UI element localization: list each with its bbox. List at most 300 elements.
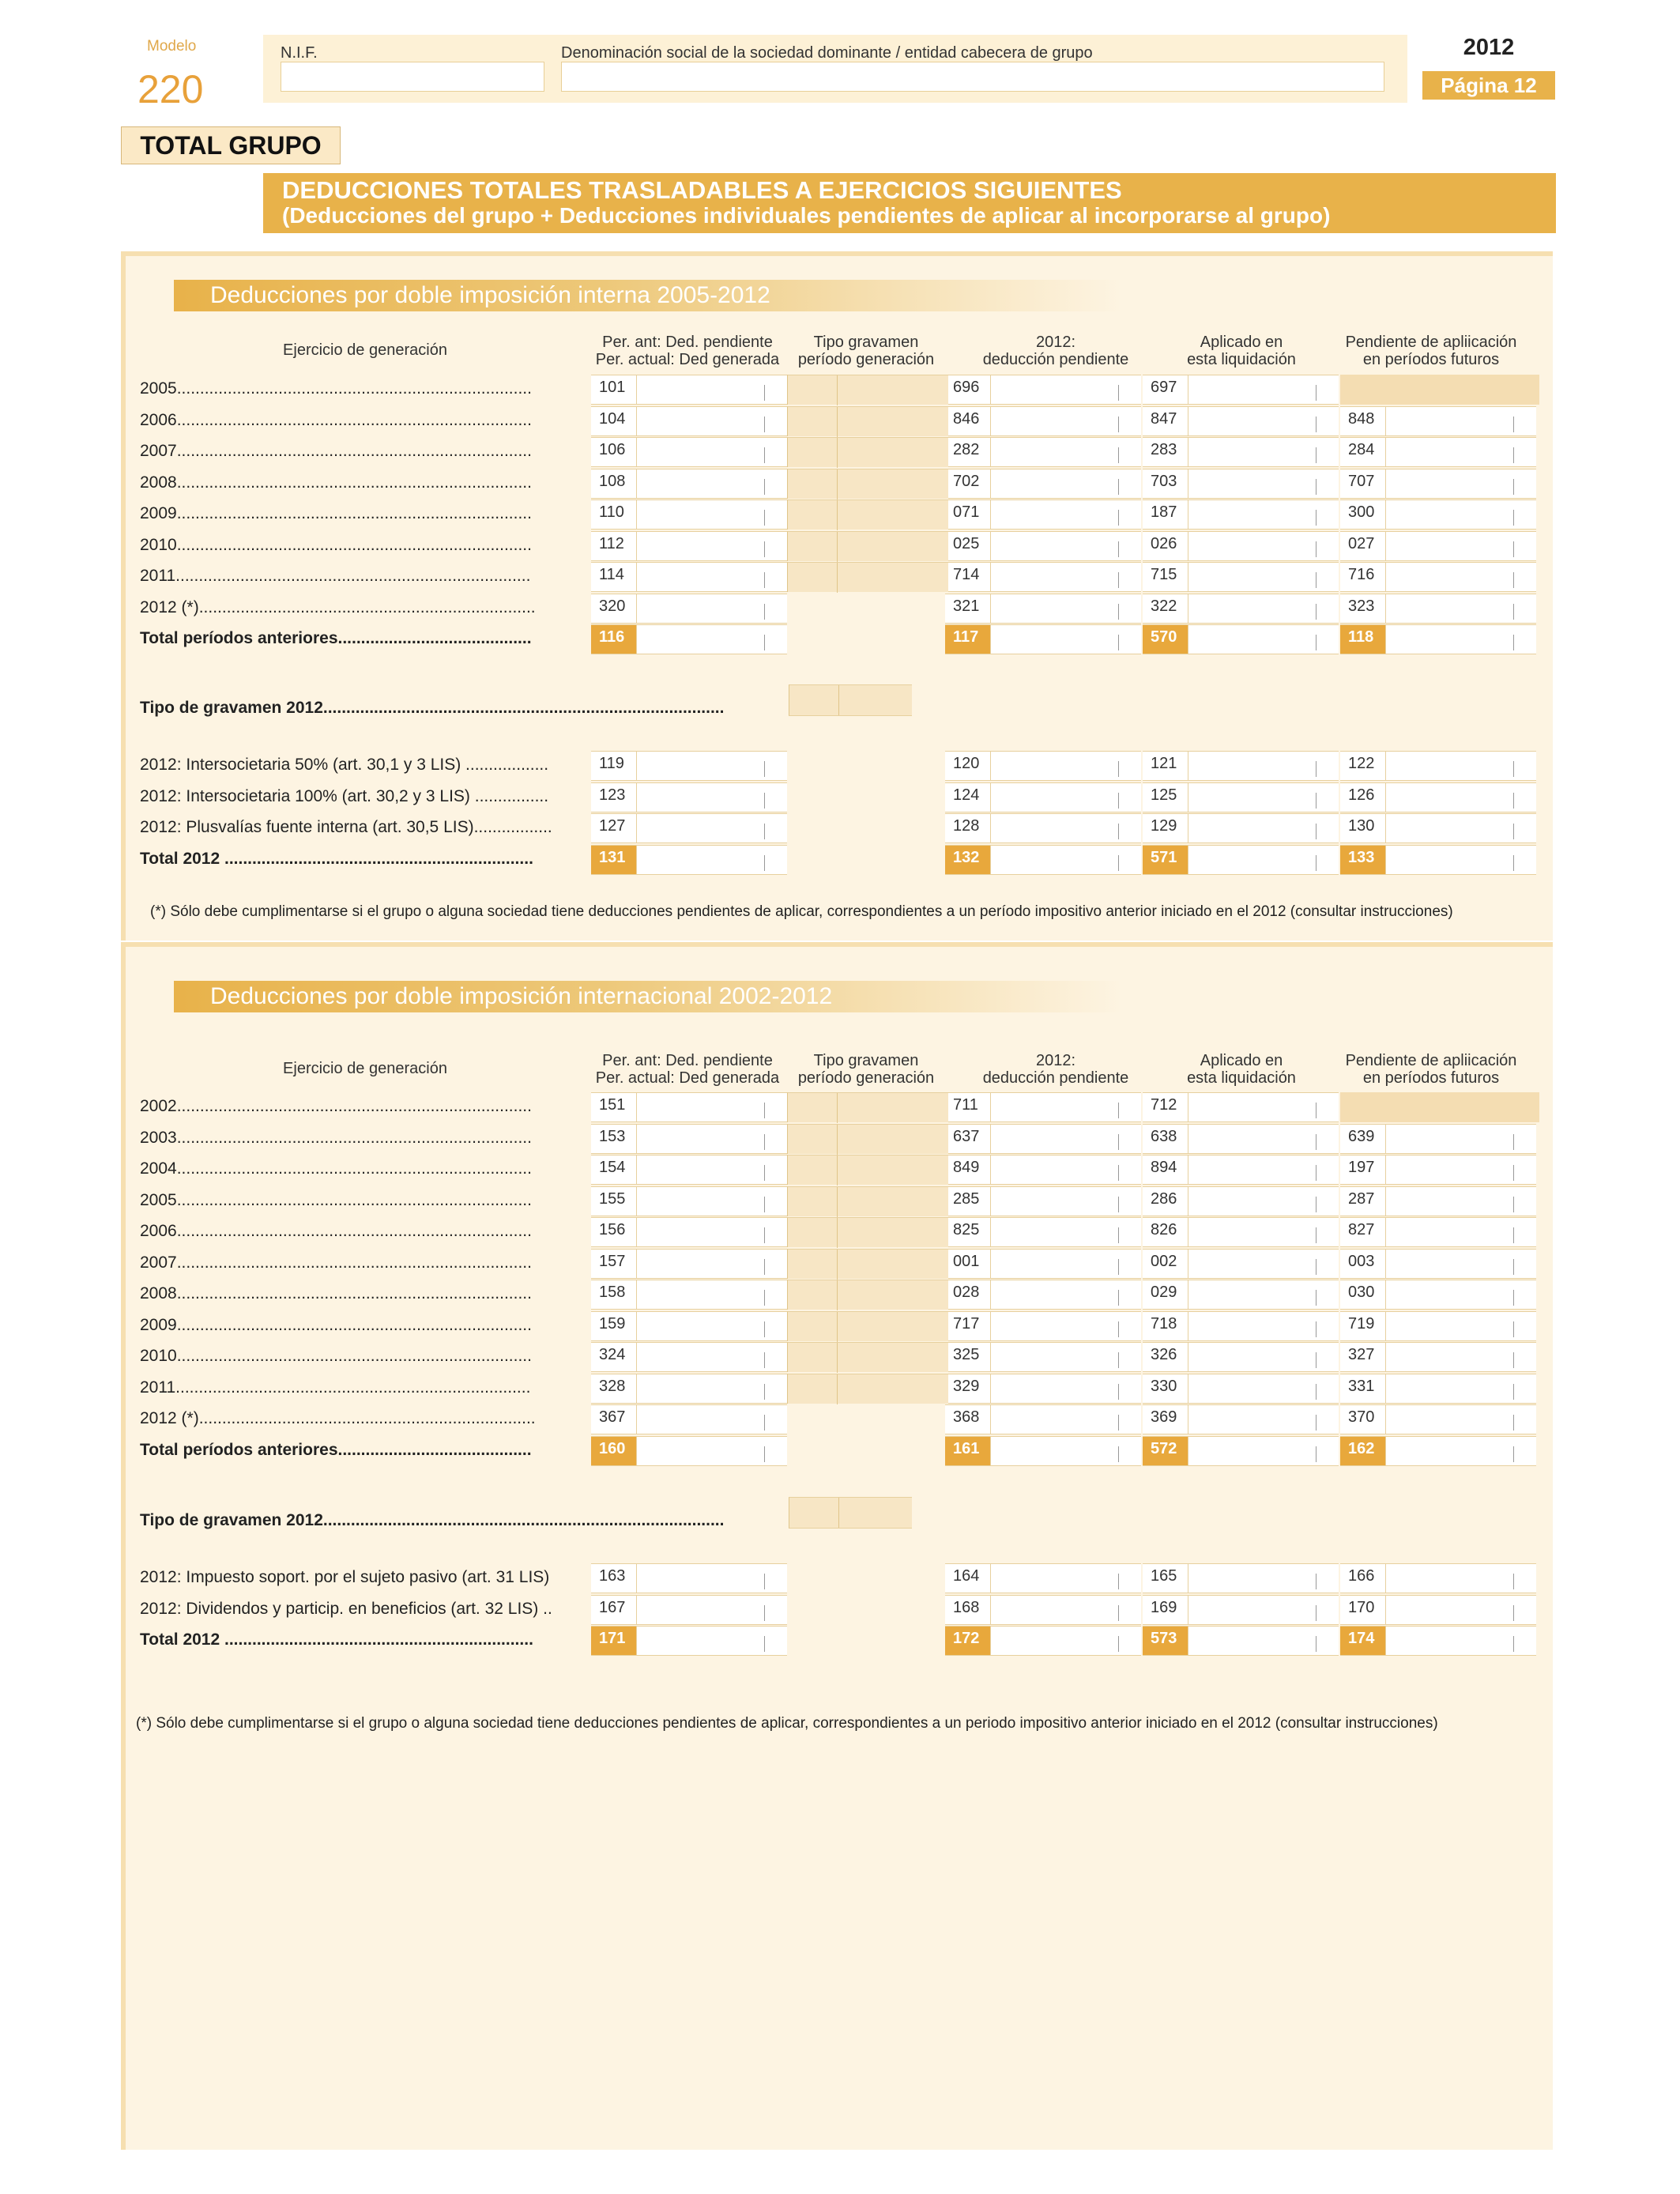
internacional-input-field[interactable]: [1143, 1186, 1339, 1216]
column-header-line: deducción pendiente: [982, 351, 1129, 368]
internacional-input-field[interactable]: [1143, 1342, 1339, 1372]
internacional-input-field[interactable]: [1340, 1124, 1536, 1154]
decimal-tick: [1118, 1446, 1119, 1462]
interna-input-field[interactable]: [591, 406, 787, 436]
internacional-input-field[interactable]: [945, 1186, 1141, 1216]
interna-row-label: 2005.............................................................................: [140, 379, 532, 398]
internacional-input-field[interactable]: [1340, 1436, 1536, 1466]
box-code: 827: [1340, 1218, 1386, 1246]
tipo-divider: [837, 1093, 838, 1123]
internacional-row-label: 2009.............................................................................: [140, 1315, 532, 1334]
interna-input-field[interactable]: [1340, 562, 1536, 592]
internacional-input-field[interactable]: [945, 1595, 1141, 1625]
decimal-tick: [1118, 1574, 1119, 1589]
internacional-tipo-gravamen-field[interactable]: [787, 1186, 948, 1216]
box-code: 119: [591, 752, 637, 780]
decimal-tick: [1513, 572, 1514, 588]
box-code: 370: [1340, 1405, 1386, 1434]
decimal-tick: [764, 1446, 765, 1462]
interna-input-field[interactable]: [945, 406, 1141, 436]
tipo-divider: [837, 438, 838, 468]
box-code: 125: [1143, 783, 1188, 812]
decimal-tick: [1316, 479, 1317, 495]
interna-input-field[interactable]: [591, 437, 787, 467]
decimal-tick: [764, 793, 765, 809]
interna-input-field[interactable]: [1143, 469, 1339, 499]
internacional-input-field[interactable]: [945, 1342, 1141, 1372]
internacional-input-field[interactable]: [1143, 1374, 1339, 1404]
box-code: 321: [945, 594, 991, 623]
interna-tipo-gravamen-field[interactable]: [787, 469, 948, 499]
tipo-divider: [837, 1312, 838, 1342]
box-code: 187: [1143, 500, 1188, 529]
internacional-input-field[interactable]: [1340, 1342, 1536, 1372]
box-code: 128: [945, 814, 991, 843]
internacional-input-field[interactable]: [591, 1563, 787, 1593]
interna-input-field[interactable]: [945, 499, 1141, 530]
box-code: 123: [591, 783, 637, 812]
internacional-tipo-gravamen-field[interactable]: [787, 1155, 948, 1185]
internacional-section-title: Deducciones por doble imposición internacional 2002-2012: [174, 981, 1122, 1012]
interna-input-field[interactable]: [591, 813, 787, 843]
interna-tipo-gravamen-field[interactable]: [787, 406, 948, 436]
interna-input-field[interactable]: [1143, 594, 1339, 624]
box-code: 283: [1143, 438, 1188, 466]
internacional-input-field[interactable]: [591, 1186, 787, 1216]
internacional-input-field[interactable]: [1143, 1217, 1339, 1247]
internacional-input-field[interactable]: [591, 1217, 787, 1247]
box-code: 121: [1143, 752, 1188, 780]
box-code: 894: [1143, 1155, 1188, 1184]
internacional-input-field[interactable]: [1340, 1155, 1536, 1185]
interna-input-field[interactable]: [1143, 624, 1339, 654]
interna-column-header: [1158, 334, 1324, 368]
decimal-tick: [1513, 417, 1514, 432]
column-header-line: Pendiente de apliicación: [1345, 334, 1517, 351]
interna-row-label: 2011.............................................................................: [140, 567, 531, 585]
interna-input-field[interactable]: [945, 624, 1141, 654]
box-code: 133: [1340, 846, 1386, 874]
interna-column-header: [278, 341, 452, 359]
decimal-tick: [764, 1134, 765, 1150]
decimal-tick: [1118, 635, 1119, 650]
internacional-input-field[interactable]: [591, 1280, 787, 1310]
decimal-tick: [1316, 1259, 1317, 1275]
interna-input-field[interactable]: [1340, 594, 1536, 624]
internacional-input-field[interactable]: [591, 1374, 787, 1404]
decimal-tick: [1316, 1134, 1317, 1150]
internacional-input-field[interactable]: [945, 1217, 1141, 1247]
box-code: 122: [1340, 752, 1386, 780]
box-code: 174: [1340, 1627, 1386, 1655]
interna-input-field[interactable]: [591, 624, 787, 654]
internacional-tipo-gravamen-field[interactable]: [787, 1249, 948, 1279]
box-code: 287: [1340, 1187, 1386, 1216]
internacional-input-field[interactable]: [1340, 1280, 1536, 1310]
interna-input-field[interactable]: [1143, 531, 1339, 561]
box-code: 166: [1340, 1564, 1386, 1593]
column-header-line: Tipo gravamen: [813, 1052, 919, 1069]
internacional-input-field[interactable]: [945, 1280, 1141, 1310]
box-code: 712: [1143, 1093, 1188, 1122]
decimal-tick: [1118, 1352, 1119, 1368]
box-code: 157: [591, 1250, 637, 1278]
decimal-tick: [1118, 1290, 1119, 1306]
internacional-input-field[interactable]: [945, 1563, 1141, 1593]
decimal-tick: [1316, 635, 1317, 650]
interna-input-field[interactable]: [1340, 751, 1536, 781]
decimal-tick: [764, 1415, 765, 1431]
box-code: 825: [945, 1218, 991, 1246]
decimal-tick: [1513, 1197, 1514, 1212]
interna-tipo-gravamen-2012-field[interactable]: [789, 684, 912, 716]
decimal-tick: [1118, 1415, 1119, 1431]
interna-input-field[interactable]: [1143, 751, 1339, 781]
decimal-tick: [1316, 1415, 1317, 1431]
box-code: 697: [1143, 375, 1188, 404]
interna-input-field[interactable]: [945, 531, 1141, 561]
box-code: 707: [1340, 469, 1386, 498]
interna-input-field[interactable]: [1340, 782, 1536, 812]
column-header-line: Per. actual: Ded generada: [595, 1069, 780, 1087]
box-code: 300: [1340, 500, 1386, 529]
decimal-tick: [764, 1197, 765, 1212]
decimal-tick: [1513, 1227, 1514, 1243]
decimal-tick: [1513, 1321, 1514, 1337]
internacional-input-field[interactable]: [945, 1124, 1141, 1154]
internacional-input-field[interactable]: [1340, 1626, 1536, 1656]
box-code: 165: [1143, 1564, 1188, 1593]
interna-row2-label: Total 2012 ...................................................................: [140, 849, 533, 868]
internacional-input-field[interactable]: [591, 1249, 787, 1279]
interna-input-field[interactable]: [945, 469, 1141, 499]
interna-input-field[interactable]: [1340, 437, 1536, 467]
internacional-input-field[interactable]: [945, 1404, 1141, 1434]
column-header-line: esta liquidación: [1187, 351, 1296, 368]
internacional-input-field[interactable]: [591, 1124, 787, 1154]
internacional-column-header: [969, 1052, 1143, 1087]
box-code: 162: [1340, 1437, 1386, 1465]
column-header-line: esta liquidación: [1187, 1069, 1296, 1087]
box-code: 029: [1143, 1280, 1188, 1309]
decimal-tick: [764, 1321, 765, 1337]
box-code: 848: [1340, 407, 1386, 435]
decimal-tick: [764, 1605, 765, 1621]
internacional-input-field[interactable]: [1143, 1311, 1339, 1341]
box-code: 161: [945, 1437, 991, 1465]
decimal-tick: [1118, 541, 1119, 557]
internacional-input-field[interactable]: [1143, 1595, 1339, 1625]
decimal-tick: [1316, 1636, 1317, 1652]
decimal-tick: [1118, 1636, 1119, 1652]
tipo-divider: [838, 1498, 839, 1528]
decimal-tick: [1513, 824, 1514, 839]
box-code: 849: [945, 1155, 991, 1184]
internacional-input-field[interactable]: [591, 1342, 787, 1372]
internacional-input-field[interactable]: [1340, 1217, 1536, 1247]
decimal-tick: [1316, 604, 1317, 620]
decimal-tick: [764, 635, 765, 650]
interna-input-field[interactable]: [1143, 375, 1339, 405]
decimal-tick: [764, 1227, 765, 1243]
decimal-tick: [764, 1352, 765, 1368]
interna-input-field[interactable]: [1340, 499, 1536, 530]
internacional-input-field[interactable]: [945, 1155, 1141, 1185]
interna-input-field[interactable]: [591, 375, 787, 405]
interna-tipo-gravamen-label: Tipo de gravamen 2012.......................................................................................: [140, 699, 725, 717]
decimal-tick: [764, 572, 765, 588]
interna-input-field[interactable]: [1143, 782, 1339, 812]
box-code: 172: [945, 1627, 991, 1655]
decimal-tick: [1118, 1197, 1119, 1212]
internacional-tipo-gravamen-field[interactable]: [787, 1374, 948, 1404]
column-header-line: Per. ant: Ded. pendiente: [602, 334, 773, 351]
decimal-tick: [1316, 417, 1317, 432]
decimal-tick: [1316, 1384, 1317, 1400]
year-label: 2012: [1422, 35, 1555, 60]
column-header-line: deducción pendiente: [982, 1069, 1129, 1087]
internacional-input-field[interactable]: [1143, 1155, 1339, 1185]
column-header-line: en períodos futuros: [1362, 1069, 1500, 1087]
interna-row2-label: 2012: Intersocietaria 50% (art. 30,1 y 3 LIS) ..................: [140, 756, 549, 774]
decimal-tick: [1316, 1227, 1317, 1243]
tipo-divider: [837, 563, 838, 593]
interna-row-label: 2008.............................................................................: [140, 473, 532, 492]
internacional-input-field[interactable]: [1143, 1563, 1339, 1593]
decimal-tick: [1513, 1605, 1514, 1621]
decimal-tick: [764, 1103, 765, 1118]
internacional-row2-label: 2012: Impuesto soport. por el sujeto pasivo (art. 31 LIS): [140, 1568, 550, 1586]
internacional-tipo-gravamen-field[interactable]: [787, 1124, 948, 1154]
internacional-input-field[interactable]: [945, 1374, 1141, 1404]
box-code: 282: [945, 438, 991, 466]
tipo-divider: [837, 1187, 838, 1217]
internacional-input-field[interactable]: [945, 1092, 1141, 1122]
decimal-tick: [1118, 1384, 1119, 1400]
internacional-input-field[interactable]: [1143, 1124, 1339, 1154]
decimal-tick: [1118, 385, 1119, 401]
interna-input-field[interactable]: [591, 594, 787, 624]
box-code: 156: [591, 1218, 637, 1246]
tipo-divider: [838, 685, 839, 715]
internacional-tipo-gravamen-field[interactable]: [787, 1342, 948, 1372]
internacional-input-field[interactable]: [591, 1595, 787, 1625]
interna-tipo-gravamen-field[interactable]: [787, 437, 948, 467]
internacional-row-label: 2011.............................................................................: [140, 1378, 531, 1397]
internacional-input-field[interactable]: [591, 1092, 787, 1122]
internacional-row-label: 2012 (*).........................................................................: [140, 1409, 536, 1427]
internacional-disabled-cell: [1340, 1092, 1539, 1122]
internacional-input-field[interactable]: [945, 1626, 1141, 1656]
box-code: 129: [1143, 814, 1188, 843]
interna-input-field[interactable]: [591, 531, 787, 561]
decimal-tick: [1118, 479, 1119, 495]
interna-input-field[interactable]: [1340, 406, 1536, 436]
internacional-input-field[interactable]: [1340, 1186, 1536, 1216]
tipo-divider: [837, 1280, 838, 1310]
decimal-tick: [764, 1290, 765, 1306]
decimal-tick: [1316, 447, 1317, 463]
box-code: 324: [591, 1343, 637, 1371]
box-code: 155: [591, 1187, 637, 1216]
interna-input-field[interactable]: [1143, 406, 1339, 436]
interna-input-field[interactable]: [1340, 813, 1536, 843]
decimal-tick: [1316, 824, 1317, 839]
internacional-row-label: 2008.............................................................................: [140, 1284, 532, 1302]
box-code: 368: [945, 1405, 991, 1434]
decimal-tick: [764, 1384, 765, 1400]
decimal-tick: [1118, 1134, 1119, 1150]
box-code: 026: [1143, 532, 1188, 560]
internacional-tipo-gravamen-field[interactable]: [787, 1311, 948, 1341]
modelo-label: Modelo: [147, 38, 197, 55]
decimal-tick: [1316, 793, 1317, 809]
interna-input-field[interactable]: [1340, 531, 1536, 561]
interna-tipo-gravamen-field[interactable]: [787, 375, 948, 405]
decimal-tick: [1513, 541, 1514, 557]
interna-input-field[interactable]: [945, 562, 1141, 592]
interna-tipo-gravamen-field[interactable]: [787, 499, 948, 530]
box-code: 170: [1340, 1596, 1386, 1624]
internacional-tipo-gravamen-2012-field[interactable]: [789, 1497, 912, 1529]
internacional-input-field[interactable]: [945, 1311, 1141, 1341]
nif-field[interactable]: [281, 62, 544, 92]
internacional-input-field[interactable]: [1340, 1404, 1536, 1434]
interna-input-field[interactable]: [1143, 813, 1339, 843]
internacional-input-field[interactable]: [1340, 1374, 1536, 1404]
box-code: 003: [1340, 1250, 1386, 1278]
interna-input-field[interactable]: [591, 845, 787, 875]
interna-input-field[interactable]: [591, 499, 787, 530]
decimal-tick: [764, 385, 765, 401]
box-code: 717: [945, 1312, 991, 1340]
internacional-input-field[interactable]: [1340, 1595, 1536, 1625]
decimal-tick: [1513, 447, 1514, 463]
internacional-input-field[interactable]: [1143, 1436, 1339, 1466]
box-code: 120: [945, 752, 991, 780]
box-code: 106: [591, 438, 637, 466]
box-code: 326: [1143, 1343, 1188, 1371]
decimal-tick: [764, 855, 765, 871]
box-code: 112: [591, 532, 637, 560]
decimal-tick: [1118, 824, 1119, 839]
internacional-tipo-gravamen-field[interactable]: [787, 1217, 948, 1247]
internacional-input-field[interactable]: [591, 1311, 787, 1341]
box-code: 327: [1340, 1343, 1386, 1371]
tipo-divider: [837, 1125, 838, 1155]
internacional-input-field[interactable]: [1143, 1404, 1339, 1434]
interna-input-field[interactable]: [1143, 845, 1339, 875]
internacional-input-field[interactable]: [1340, 1311, 1536, 1341]
decimal-tick: [1316, 572, 1317, 588]
box-code: 104: [591, 407, 637, 435]
internacional-input-field[interactable]: [1143, 1092, 1339, 1122]
interna-input-field[interactable]: [591, 562, 787, 592]
interna-input-field[interactable]: [1143, 562, 1339, 592]
interna-input-field[interactable]: [591, 469, 787, 499]
decimal-tick: [764, 761, 765, 777]
column-header-line: Ejercicio de generación: [283, 341, 447, 359]
internacional-tipo-gravamen-field[interactable]: [787, 1092, 948, 1122]
internacional-input-field[interactable]: [591, 1404, 787, 1434]
box-code: 328: [591, 1374, 637, 1403]
interna-input-field[interactable]: [1143, 437, 1339, 467]
decimal-tick: [1118, 761, 1119, 777]
internacional-row-label: 2007.............................................................................: [140, 1253, 532, 1272]
interna-input-field[interactable]: [945, 845, 1141, 875]
interna-input-field[interactable]: [591, 782, 787, 812]
box-code: 154: [591, 1155, 637, 1184]
interna-input-field[interactable]: [945, 813, 1141, 843]
tipo-divider: [837, 532, 838, 562]
internacional-input-field[interactable]: [591, 1155, 787, 1185]
internacional-tipo-gravamen-field[interactable]: [787, 1280, 948, 1310]
internacional-input-field[interactable]: [945, 1249, 1141, 1279]
column-header-line: período generación: [797, 351, 935, 368]
interna-input-field[interactable]: [1340, 624, 1536, 654]
interna-row2-label: 2012: Intersocietaria 100% (art. 30,2 y 3 LIS) ................: [140, 786, 549, 805]
column-header-line: Per. actual: Ded generada: [595, 351, 780, 368]
interna-input-field[interactable]: [1340, 469, 1536, 499]
internacional-input-field[interactable]: [945, 1436, 1141, 1466]
column-header-line: Aplicado en: [1200, 334, 1283, 351]
internacional-column-header: [585, 1052, 790, 1087]
interna-tipo-gravamen-field[interactable]: [787, 562, 948, 592]
internacional-input-field[interactable]: [1143, 1280, 1339, 1310]
internacional-input-field[interactable]: [1143, 1626, 1339, 1656]
interna-input-field[interactable]: [945, 437, 1141, 467]
interna-input-field[interactable]: [945, 751, 1141, 781]
interna-footnote: (*) Sólo debe cumplimentarse si el grupo o alguna sociedad tiene deducciones pendientes de aplicar, correspondientes a un período impositivo anterior iniciado en el 2012 (consultar instrucciones): [150, 903, 1453, 920]
interna-input-field[interactable]: [1143, 499, 1339, 530]
internacional-input-field[interactable]: [1340, 1249, 1536, 1279]
box-code: 101: [591, 375, 637, 404]
interna-row2-label: 2012: Plusvalías fuente interna (art. 30,5 LIS).................: [140, 818, 552, 836]
box-code: 323: [1340, 594, 1386, 623]
internacional-column-header: [787, 1052, 945, 1087]
main-subtitle: (Deducciones del grupo + Deducciones individuales pendientes de aplicar al incorporarse al grupo): [282, 203, 1331, 228]
internacional-input-field[interactable]: [1340, 1563, 1536, 1593]
decimal-tick: [764, 1259, 765, 1275]
internacional-input-field[interactable]: [591, 1436, 787, 1466]
box-code: 110: [591, 500, 637, 529]
interna-input-field[interactable]: [945, 782, 1141, 812]
interna-row-label: 2010.............................................................................: [140, 535, 532, 554]
internacional-input-field[interactable]: [1143, 1249, 1339, 1279]
internacional-input-field[interactable]: [591, 1626, 787, 1656]
interna-input-field[interactable]: [1340, 845, 1536, 875]
interna-tipo-gravamen-field[interactable]: [787, 531, 948, 561]
interna-input-field[interactable]: [591, 751, 787, 781]
decimal-tick: [764, 417, 765, 432]
box-code: 369: [1143, 1405, 1188, 1434]
denominacion-field[interactable]: [561, 62, 1384, 92]
internacional-row-label: 2006.............................................................................: [140, 1222, 532, 1240]
box-code: 027: [1340, 532, 1386, 560]
decimal-tick: [1316, 1103, 1317, 1118]
interna-input-field[interactable]: [945, 375, 1141, 405]
box-code: 325: [945, 1343, 991, 1371]
internacional-row-label: 2010.............................................................................: [140, 1347, 532, 1365]
decimal-tick: [1118, 510, 1119, 526]
main-heading: [263, 173, 1556, 233]
interna-section-title: Deducciones por doble imposición interna 2005-2012: [174, 280, 1122, 311]
total-grupo-label: TOTAL GRUPO: [121, 126, 341, 164]
box-code: 160: [591, 1437, 637, 1465]
interna-input-field[interactable]: [945, 594, 1141, 624]
decimal-tick: [1118, 1321, 1119, 1337]
column-header-line: en períodos futuros: [1362, 351, 1500, 368]
